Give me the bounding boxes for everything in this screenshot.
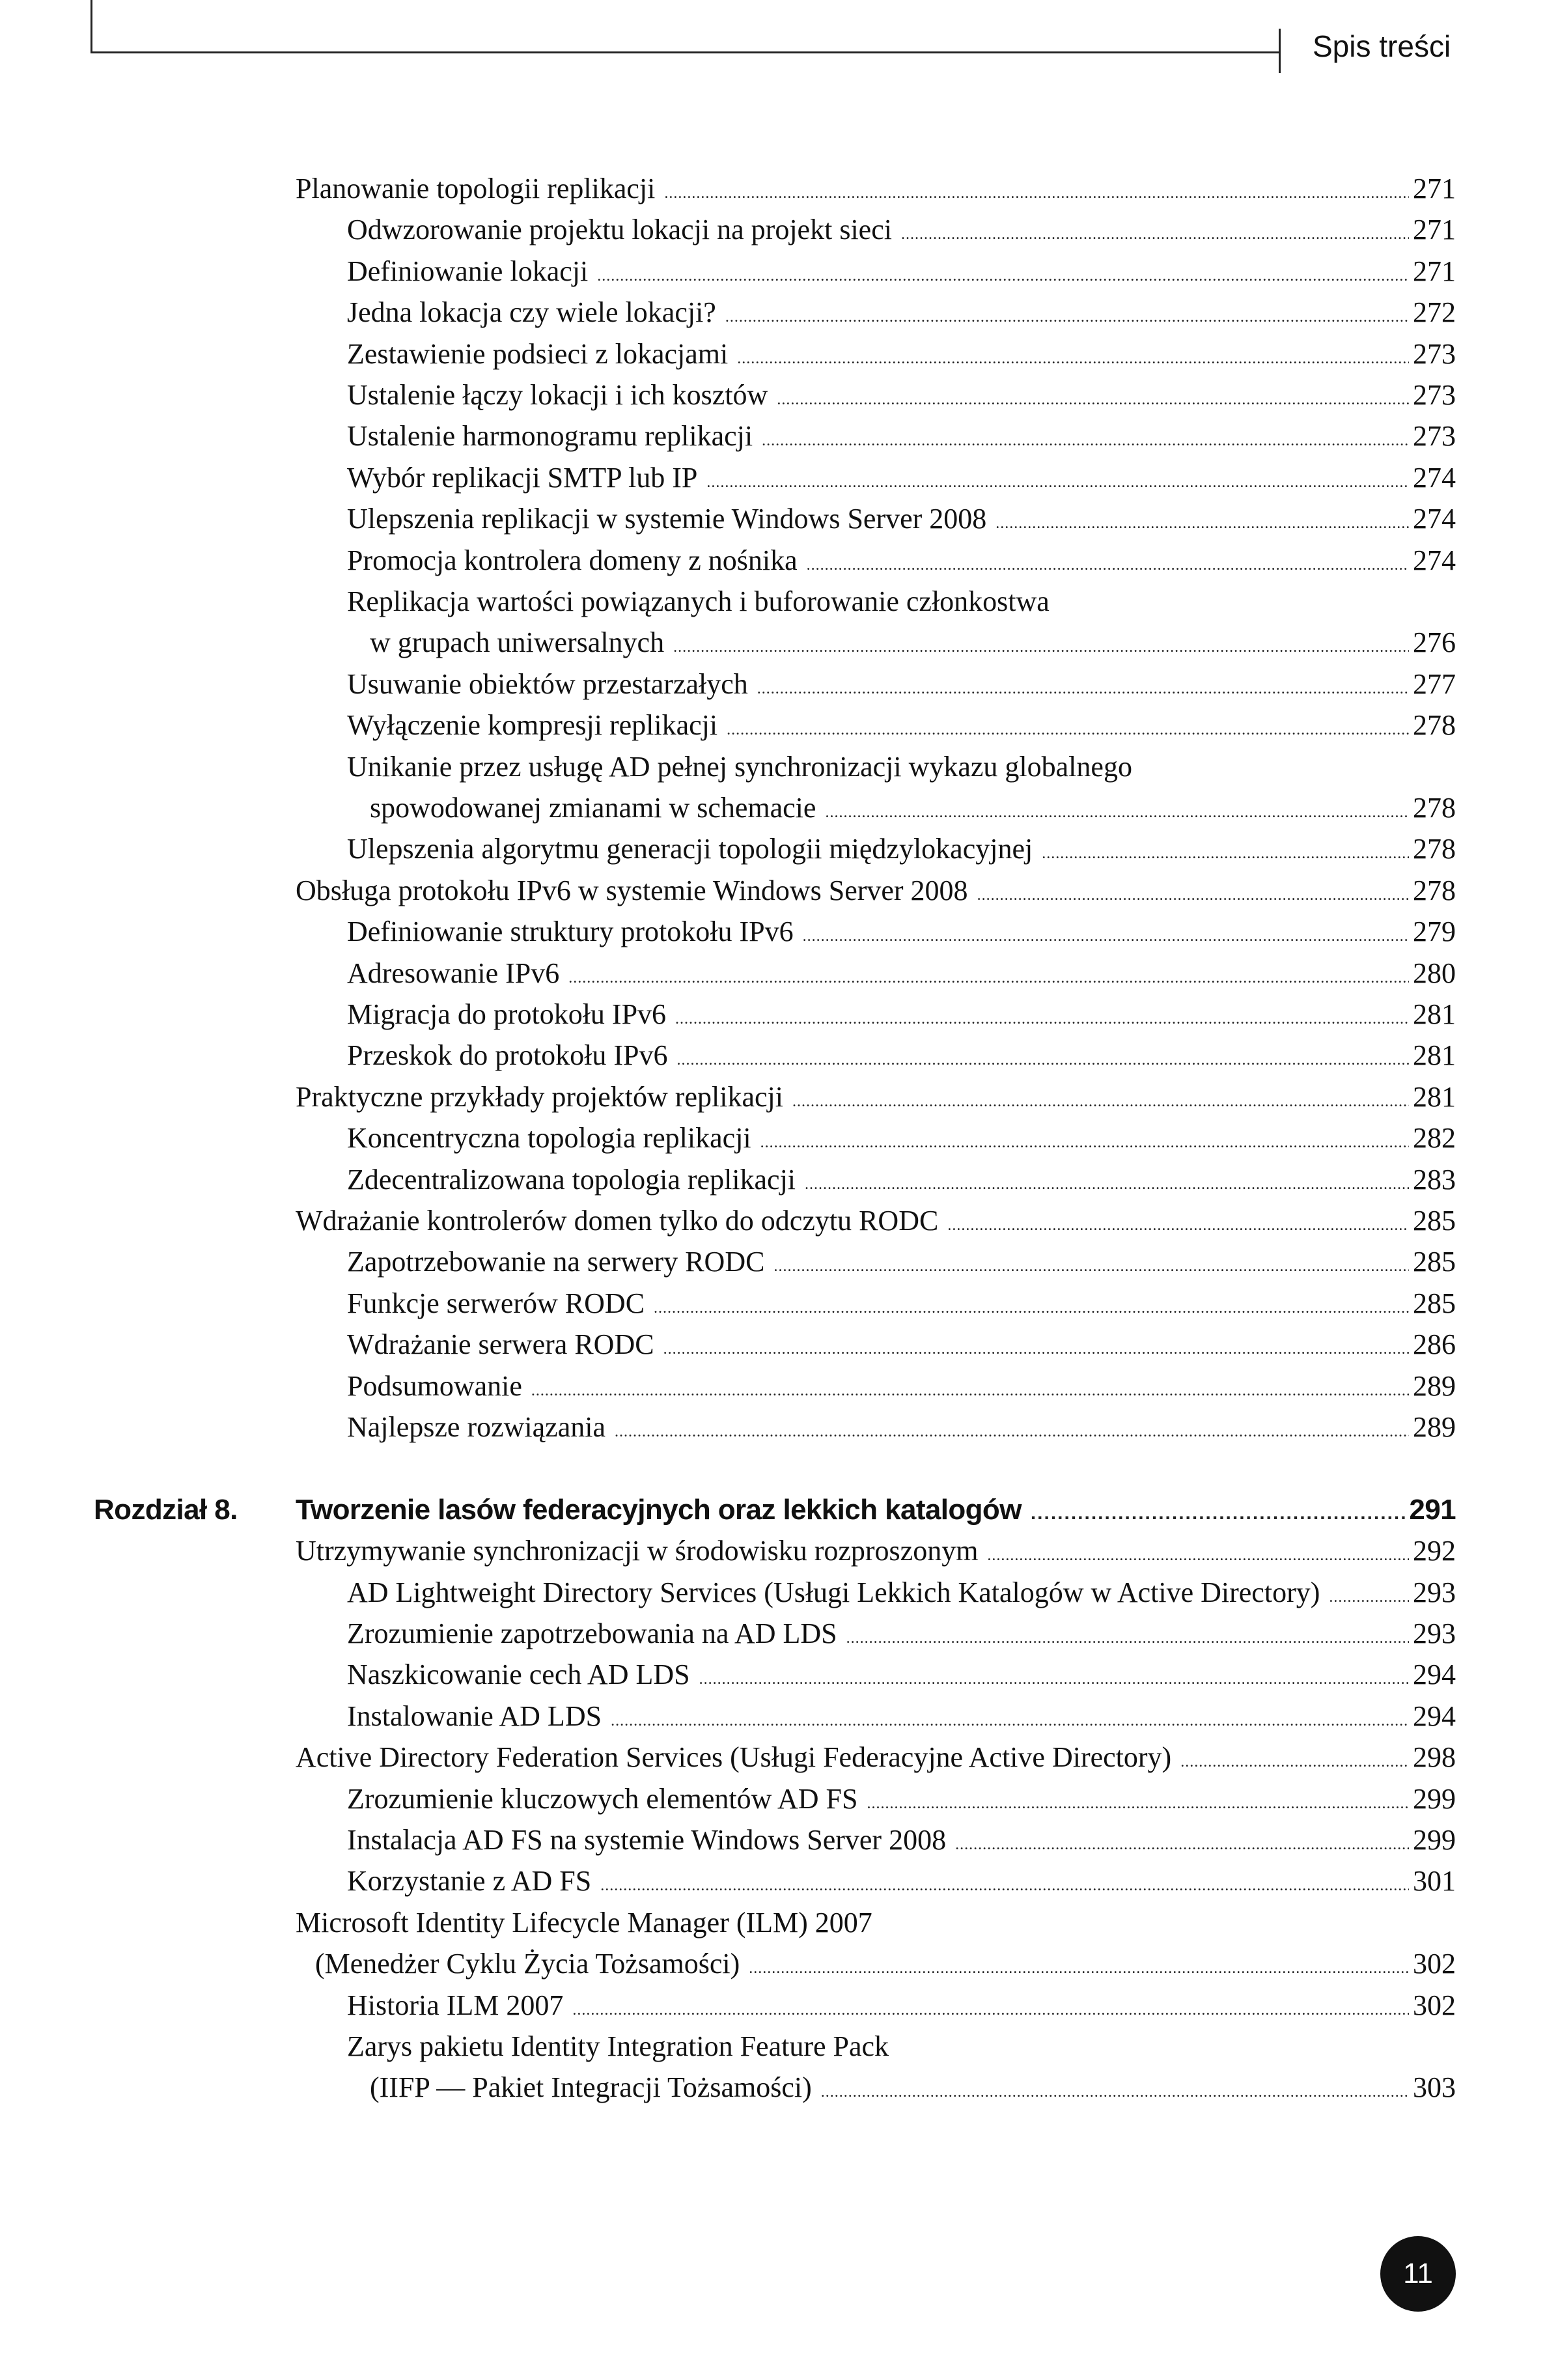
entry-title: Obsługa protokołu IPv6 w systemie Windows Server 2008	[296, 875, 968, 906]
toc-entry	[347, 746, 1456, 788]
dot-leader	[760, 1122, 1409, 1164]
dot-leader	[757, 668, 1409, 710]
dot-leader	[673, 626, 1409, 668]
entry-page-number: 293	[1413, 1617, 1456, 1649]
entry-title: Utrzymywanie synchronizacji w środowisku rozproszonym	[296, 1535, 979, 1567]
dot-leader	[611, 1700, 1409, 1742]
dot-leader	[1329, 1576, 1409, 1618]
entry-page-number: 280	[1413, 957, 1456, 989]
entry-page-number: 299	[1413, 1824, 1456, 1856]
dot-leader	[737, 338, 1409, 380]
toc-entry	[347, 1778, 1456, 1820]
toc-entry	[347, 705, 1456, 746]
toc-entry	[370, 787, 1456, 829]
header-rule	[90, 51, 1281, 53]
dot-leader	[725, 296, 1409, 338]
toc-entry	[347, 664, 1456, 705]
entry-title: Zdecentralizowana topologia replikacji	[347, 1164, 796, 1196]
entry-page-number: 279	[1413, 916, 1456, 947]
entry-title: Naszkicowanie cech AD LDS	[347, 1659, 690, 1690]
toc-entry	[347, 1035, 1456, 1076]
dot-leader	[600, 1865, 1409, 1907]
dot-leader	[664, 173, 1409, 214]
entry-title: Jedna lokacja czy wiele lokacji?	[347, 296, 716, 328]
entry-page-number: 294	[1413, 1659, 1456, 1690]
entry-page-number: 277	[1413, 668, 1456, 700]
dot-leader	[1031, 1492, 1406, 1534]
dot-leader	[615, 1411, 1409, 1453]
entry-page-number: 302	[1413, 1989, 1456, 2021]
entry-page-number: 278	[1413, 833, 1456, 865]
toc-entry	[347, 209, 1456, 251]
entry-page-number: 272	[1413, 296, 1456, 328]
toc-entry	[296, 1902, 1456, 1944]
entry-title: Planowanie topologii replikacji	[296, 173, 656, 204]
toc-entry	[347, 1283, 1456, 1324]
toc-entry	[296, 1076, 1456, 1118]
entry-title: Ustalenie łączy lokacji i ich kosztów	[347, 379, 768, 411]
entry-page-number: 294	[1413, 1700, 1456, 1732]
dot-leader	[1180, 1741, 1409, 1783]
entry-page-number: 285	[1413, 1287, 1456, 1319]
dot-leader	[777, 379, 1409, 421]
toc-entry	[296, 870, 1456, 912]
entry-title: Definiowanie struktury protokołu IPv6	[347, 916, 794, 947]
entry-title: Podsumowanie	[347, 1370, 522, 1402]
entry-page-number: 291	[1409, 1494, 1456, 1526]
entry-page-number: 303	[1413, 2071, 1456, 2103]
header-tick	[1279, 29, 1281, 73]
dot-leader	[955, 1824, 1409, 1866]
entry-page-number: 271	[1413, 255, 1456, 287]
toc-entry	[347, 1407, 1456, 1448]
dot-leader	[597, 255, 1409, 297]
entry-page-number: 273	[1413, 338, 1456, 370]
toc-entry	[347, 498, 1456, 540]
dot-leader	[825, 792, 1409, 833]
entry-page-number: 278	[1413, 875, 1456, 906]
toc-entry	[347, 1613, 1456, 1655]
toc-entry	[347, 333, 1456, 375]
entry-title: Wdrażanie kontrolerów domen tylko do odczytu RODC	[296, 1205, 939, 1237]
dot-leader	[846, 1617, 1409, 1659]
dot-leader	[803, 916, 1409, 957]
toc-entry	[347, 1860, 1456, 1902]
dot-leader	[977, 875, 1409, 916]
entry-page-number: 281	[1413, 1081, 1456, 1113]
entry-title: w grupach uniwersalnych	[370, 626, 665, 658]
entry-page-number: 289	[1413, 1370, 1456, 1402]
dot-leader	[805, 1164, 1409, 1205]
dot-leader	[995, 503, 1409, 544]
chapter-label: Rozdział 8.	[94, 1494, 238, 1526]
entry-title: Koncentryczna topologia replikacji	[347, 1122, 751, 1154]
dot-leader	[1042, 833, 1409, 875]
entry-page-number: 285	[1413, 1246, 1456, 1278]
dot-leader	[663, 1328, 1409, 1370]
entry-page-number: 286	[1413, 1328, 1456, 1360]
dot-leader	[749, 1948, 1409, 1989]
toc-entry	[315, 1943, 1456, 1985]
toc-entry	[347, 1572, 1456, 1614]
toc-chapter-entry	[296, 1489, 1456, 1531]
entry-page-number: 273	[1413, 379, 1456, 411]
entry-title: Instalacja AD FS na systemie Windows Server 2008	[347, 1824, 947, 1856]
toc-entry	[347, 1324, 1456, 1365]
entry-title: Ustalenie harmonogramu replikacji	[347, 420, 753, 452]
toc-entry	[370, 622, 1456, 664]
entry-title: Adresowanie IPv6	[347, 957, 560, 989]
dot-leader	[947, 1205, 1409, 1246]
toc-entry	[370, 2067, 1456, 2108]
toc-entry	[347, 251, 1456, 292]
entry-page-number: 278	[1413, 709, 1456, 741]
entry-page-number: 282	[1413, 1122, 1456, 1154]
entry-title: Zestawienie podsieci z lokacjami	[347, 338, 729, 370]
toc-entry	[347, 911, 1456, 953]
toc-entry	[296, 168, 1456, 210]
entry-page-number: 281	[1413, 998, 1456, 1030]
toc-entry	[347, 292, 1456, 333]
toc-entry	[296, 1737, 1456, 1778]
toc-entry	[347, 1117, 1456, 1159]
entry-title: Zrozumienie kluczowych elementów AD FS	[347, 1783, 858, 1815]
toc-entry	[347, 415, 1456, 457]
entry-page-number: 293	[1413, 1576, 1456, 1608]
entry-title: Zrozumienie zapotrzebowania na AD LDS	[347, 1617, 837, 1649]
entry-title: Usuwanie obiektów przestarzałych	[347, 668, 748, 700]
toc-entry	[347, 1654, 1456, 1696]
entry-page-number: 301	[1413, 1865, 1456, 1897]
entry-page-number: 276	[1413, 626, 1456, 658]
entry-title: Active Directory Federation Services (Usługi Federacyjne Active Directory)	[296, 1741, 1172, 1773]
toc-entry	[347, 540, 1456, 581]
running-header: Spis treści	[1313, 29, 1451, 63]
entry-title: (IIFP — Pakiet Integracji Tożsamości)	[370, 2071, 812, 2103]
entry-title: Instalowanie AD LDS	[347, 1700, 602, 1732]
entry-page-number: 271	[1413, 173, 1456, 204]
page-number-badge	[1380, 2236, 1456, 2312]
entry-page-number: 274	[1413, 462, 1456, 494]
dot-leader	[727, 709, 1409, 751]
toc-entry	[347, 457, 1456, 499]
toc-entry	[347, 1241, 1456, 1283]
entry-title: Praktyczne przykłady projektów replikacji	[296, 1081, 783, 1113]
entry-title: Wybór replikacji SMTP lub IP	[347, 462, 698, 494]
entry-title: (Menedżer Cyklu Życia Tożsamości)	[315, 1948, 740, 1980]
entry-page-number: 302	[1413, 1948, 1456, 1980]
entry-title: Ulepszenia replikacji w systemie Windows Server 2008	[347, 503, 987, 535]
dot-leader	[901, 214, 1409, 255]
entry-title: Microsoft Identity Lifecycle Manager (ILM) 2007	[296, 1907, 872, 1939]
dot-leader	[699, 1659, 1409, 1700]
toc-entry	[347, 994, 1456, 1035]
entry-page-number: 298	[1413, 1741, 1456, 1773]
dot-leader	[807, 544, 1409, 586]
toc-entry	[347, 1159, 1456, 1201]
entry-page-number: 274	[1413, 544, 1456, 576]
toc-entry	[347, 1985, 1456, 2026]
dot-leader	[568, 957, 1409, 999]
entry-title: Przeskok do protokołu IPv6	[347, 1039, 668, 1071]
entry-title: Promocja kontrolera domeny z nośnika	[347, 544, 798, 576]
entry-title: Zarys pakietu Identity Integration Feature Pack	[347, 2030, 889, 2062]
toc-entry	[347, 1365, 1456, 1407]
dot-leader	[572, 1989, 1409, 2031]
entry-title: Unikanie przez usługę AD pełnej synchronizacji wykazu globalnego	[347, 751, 1132, 783]
dot-leader	[654, 1287, 1409, 1329]
entry-page-number: 285	[1413, 1205, 1456, 1237]
entry-title: Zapotrzebowanie na serwery RODC	[347, 1246, 765, 1278]
toc-entry	[347, 581, 1456, 623]
entry-page-number: 289	[1413, 1411, 1456, 1443]
toc-entry	[347, 953, 1456, 994]
entry-title: spowodowanej zmianami w schemacie	[370, 792, 816, 824]
dot-leader	[792, 1081, 1409, 1123]
toc-entry	[296, 1200, 1456, 1242]
entry-title: AD Lightweight Directory Services (Usługi Lekkich Katalogów w Active Directory)	[347, 1576, 1320, 1608]
toc-entry	[347, 1819, 1456, 1861]
entry-title: Migracja do protokołu IPv6	[347, 998, 667, 1030]
entry-title: Odwzorowanie projektu lokacji na projekt sieci	[347, 214, 892, 245]
dot-leader	[675, 998, 1409, 1040]
entry-page-number: 278	[1413, 792, 1456, 824]
toc-entry	[347, 374, 1456, 416]
entry-title: Funkcje serwerów RODC	[347, 1287, 645, 1319]
entry-title: Korzystanie z AD FS	[347, 1865, 592, 1897]
entry-page-number: 283	[1413, 1164, 1456, 1196]
toc-entry	[347, 2026, 1456, 2067]
entry-page-number: 292	[1413, 1535, 1456, 1567]
dot-leader	[531, 1370, 1409, 1412]
dot-leader	[821, 2071, 1409, 2113]
page-number: 11	[1403, 2258, 1433, 2289]
entry-title: Tworzenie lasów federacyjnych oraz lekkich katalogów	[296, 1494, 1022, 1526]
dot-leader	[773, 1246, 1409, 1287]
entry-page-number: 271	[1413, 214, 1456, 245]
entry-title: Definiowanie lokacji	[347, 255, 589, 287]
entry-page-number: 281	[1413, 1039, 1456, 1071]
toc-entry	[347, 1696, 1456, 1737]
dot-leader	[762, 420, 1409, 462]
entry-page-number: 299	[1413, 1783, 1456, 1815]
entry-title: Replikacja wartości powiązanych i buforowanie członkostwa	[347, 585, 1050, 617]
entry-title: Wyłączenie kompresji replikacji	[347, 709, 718, 741]
dot-leader	[987, 1535, 1409, 1576]
dot-leader	[677, 1039, 1409, 1081]
entry-title: Historia ILM 2007	[347, 1989, 564, 2021]
toc-entry	[347, 828, 1456, 870]
dot-leader	[867, 1783, 1409, 1825]
dot-leader	[706, 462, 1409, 503]
entry-page-number: 274	[1413, 503, 1456, 535]
entry-title: Najlepsze rozwiązania	[347, 1411, 605, 1443]
entry-title: Ulepszenia algorytmu generacji topologii międzylokacyjnej	[347, 833, 1033, 865]
entry-title: Wdrażanie serwera RODC	[347, 1328, 654, 1360]
entry-page-number: 273	[1413, 420, 1456, 452]
toc-entry	[296, 1530, 1456, 1572]
frame-vertical-line	[90, 0, 92, 53]
